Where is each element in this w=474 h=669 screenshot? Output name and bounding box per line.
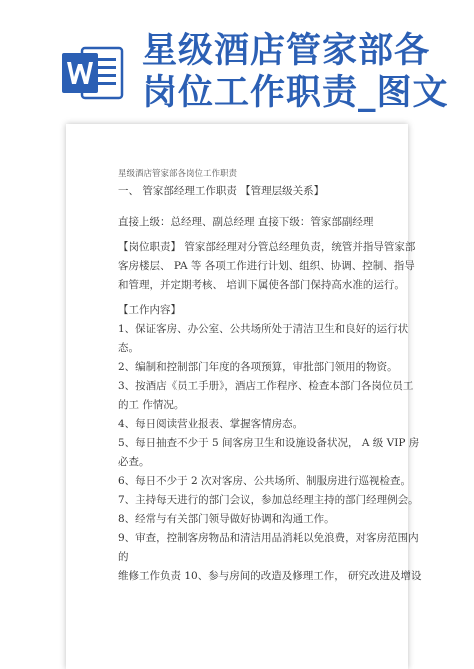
text-line: 必查。 bbox=[118, 456, 150, 468]
text-line: 1、保证客房、办公室、公共场所处于清洁卫生和良好的运行状 bbox=[118, 323, 409, 335]
text-line: 维修工作负责 10、参与房间的改造及修理工作， 研究改进及增设 bbox=[118, 570, 422, 582]
text-line: 态。 bbox=[118, 342, 139, 354]
text-line: 5、每日抽查不少于 5 间客房卫生和设施设备状况， A 级 VIP 房 bbox=[118, 437, 420, 449]
text-line: 6、每日不少于 2 次对客房、公共场所、制服房进行巡视检查。 bbox=[118, 475, 412, 487]
word-document-icon bbox=[62, 44, 124, 102]
text-line: 9、审查，控制客房物品和清洁用品消耗以免浪费，对客房范围内 bbox=[118, 532, 419, 544]
text-line: 4、每日阅读营业报表、掌握客情房态。 bbox=[118, 418, 304, 430]
document-body bbox=[118, 166, 422, 586]
text-line: 客房楼层、 PA 等 各项工作进行计划、组织、协调、控制、指导 bbox=[118, 260, 415, 272]
banner-title bbox=[142, 30, 462, 114]
text-line: 8、经常与有关部门领导做好协调和沟通工作。 bbox=[118, 513, 335, 525]
text-line: 【工作内容】 bbox=[118, 304, 181, 316]
document-small-title: 星级酒店管家部各岗位工作职责 bbox=[118, 169, 238, 179]
text-line: 3、按酒店《员工手册》，酒店工作程序、检查本部门各岗位员工 bbox=[118, 380, 414, 392]
text-line: 的 bbox=[118, 551, 129, 563]
section-heading: 一、 管家部经理工作职责 【管理层级关系】 bbox=[118, 185, 325, 197]
text-line: 7、主持每天进行的部门会议，参加总经理主持的部门经理例会。 bbox=[118, 494, 419, 506]
banner-title-line-1: 星级酒店管家部各 bbox=[142, 31, 431, 71]
text-line: 直接上级：总经理、副总经理 直接下级：管家部副经理 bbox=[118, 216, 374, 228]
text-line: 的工 作情况。 bbox=[118, 399, 185, 411]
header-banner bbox=[0, 0, 474, 112]
text-line: 【岗位职责】 管家部经理对分管总经理负责，统管并指导管家部 bbox=[118, 241, 416, 253]
text-line: 2、编制和控制部门年度的各项预算，审批部门领用的物资。 bbox=[118, 361, 398, 373]
document-page bbox=[66, 124, 422, 669]
text-line: 和管理，并定期考核、 培训下属使各部门保持高水准的运行。 bbox=[118, 279, 405, 291]
banner-title-line-2: 岗位工作职责_图文 bbox=[142, 73, 449, 113]
